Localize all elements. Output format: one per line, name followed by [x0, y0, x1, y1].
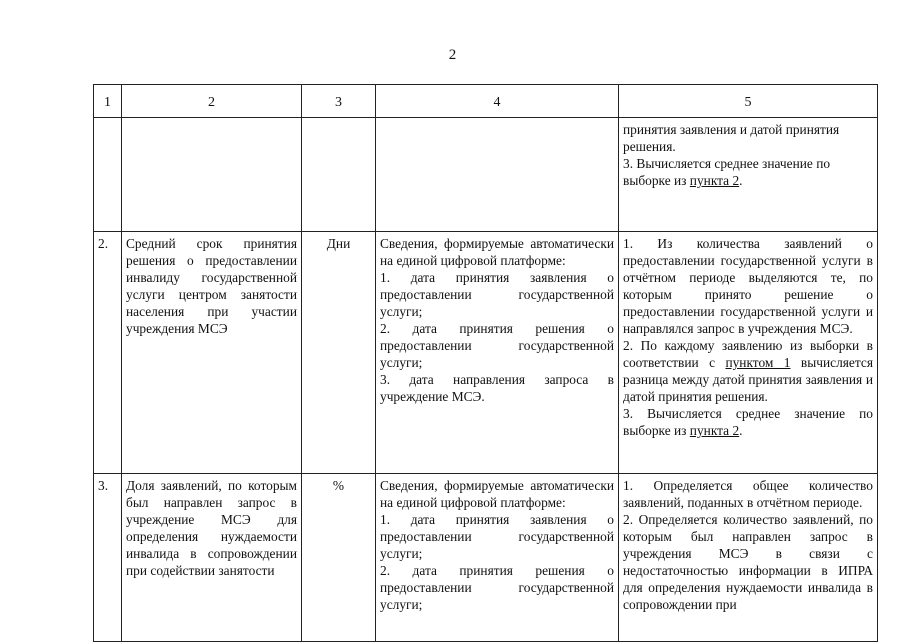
row2-step3-prefix: 3. Вычисляется среднее значение по выборке из	[623, 406, 873, 438]
cont-line-2: решения.	[623, 139, 676, 154]
column-header-5: 5	[619, 85, 878, 118]
cont-last-prefix: выборке из	[623, 173, 690, 188]
cont-col2	[122, 118, 302, 232]
row2-number: 2.	[94, 232, 122, 474]
cont-line-3: 3. Вычисляется среднее значение по	[623, 156, 831, 171]
row3-sources-intro: Сведения, формируемые автоматически на единой цифровой платформе:	[380, 478, 614, 510]
row3-source-item-2: 2. дата принятия решения о предоставлении государственной услуги;	[380, 563, 614, 612]
row2-indicator-name: Средний срок принятия решения о предоставлении инвалиду государственной услуги центром занятости населения при участии учреждения МСЭ	[122, 232, 302, 474]
row2-method-step-2	[623, 337, 873, 405]
column-header-3: 3	[302, 85, 376, 118]
cont-line-4	[623, 172, 873, 189]
row2-method-step-3	[623, 405, 873, 439]
table-row-3	[94, 474, 878, 642]
row3-indicator-name: Доля заявлений, по которым был направлен запрос в учреждение МСЭ для определения нуждаемости инвалида в сопровождении при содействии занятости	[122, 474, 302, 642]
cont-last-suffix: .	[739, 173, 743, 188]
page-number: 2	[448, 47, 457, 63]
row3-unit: %	[302, 474, 376, 642]
row2-unit: Дни	[302, 232, 376, 474]
row3-sources	[376, 474, 619, 642]
row3-method-step-1: 1. Определяется общее количество заявлений, поданных в отчётном периоде.	[623, 478, 873, 510]
column-header-4: 4	[376, 85, 619, 118]
column-header-2: 2	[122, 85, 302, 118]
row3-method-step-2: 2. Определяется количество заявлений, по которым был направлен запрос в учреждения МСЭ в связи с недостаточностью информации в ИПРА для определения нуждаемости инвалида в сопровождении при	[623, 512, 873, 612]
cont-col4	[376, 118, 619, 232]
cont-col5	[619, 118, 878, 232]
table-header-row	[94, 85, 878, 118]
row2-sources-intro: Сведения, формируемые автоматически на единой цифровой платформе:	[380, 236, 614, 268]
row2-step3-suffix: .	[739, 423, 743, 438]
indicators-table	[93, 84, 878, 642]
row2-source-item-3: 3. дата направления запроса в учреждение МСЭ.	[380, 372, 614, 404]
cont-col1	[94, 118, 122, 232]
column-header-1: 1	[94, 85, 122, 118]
cont-line-1: принятия заявления и датой принятия	[623, 122, 840, 137]
row3-number: 3.	[94, 474, 122, 642]
row2-step2-suffix: вычисляется разница между датой принятия заявления и датой принятия решения.	[623, 355, 873, 404]
row2-method	[619, 232, 878, 474]
cont-col3	[302, 118, 376, 232]
row2-source-item-1: 1. дата принятия заявления о предоставлении государственной услуги;	[380, 270, 614, 319]
row3-source-item-1: 1. дата принятия заявления о предоставлении государственной услуги;	[380, 512, 614, 561]
row2-step2-prefix: 2. По каждому заявлению из выборки в соответствии с	[623, 338, 873, 370]
row2-sources	[376, 232, 619, 474]
row2-step3-link[interactable]: пункта 2	[689, 423, 740, 438]
row2-step2-link[interactable]: пунктом 1	[725, 355, 791, 370]
cont-reference-link[interactable]: пункта 2	[689, 173, 740, 188]
table-row-2	[94, 232, 878, 474]
row2-source-item-2: 2. дата принятия решения о предоставлении государственной услуги;	[380, 321, 614, 370]
table-row-continuation	[94, 118, 878, 232]
row2-method-step-1: 1. Из количества заявлений о предоставлении государственной услуги в отчётном периоде выделяются те, по которым принято решение о предоставлении государственной услуги и направлялся запрос в учреждения МСЭ.	[623, 236, 873, 336]
row3-method	[619, 474, 878, 642]
